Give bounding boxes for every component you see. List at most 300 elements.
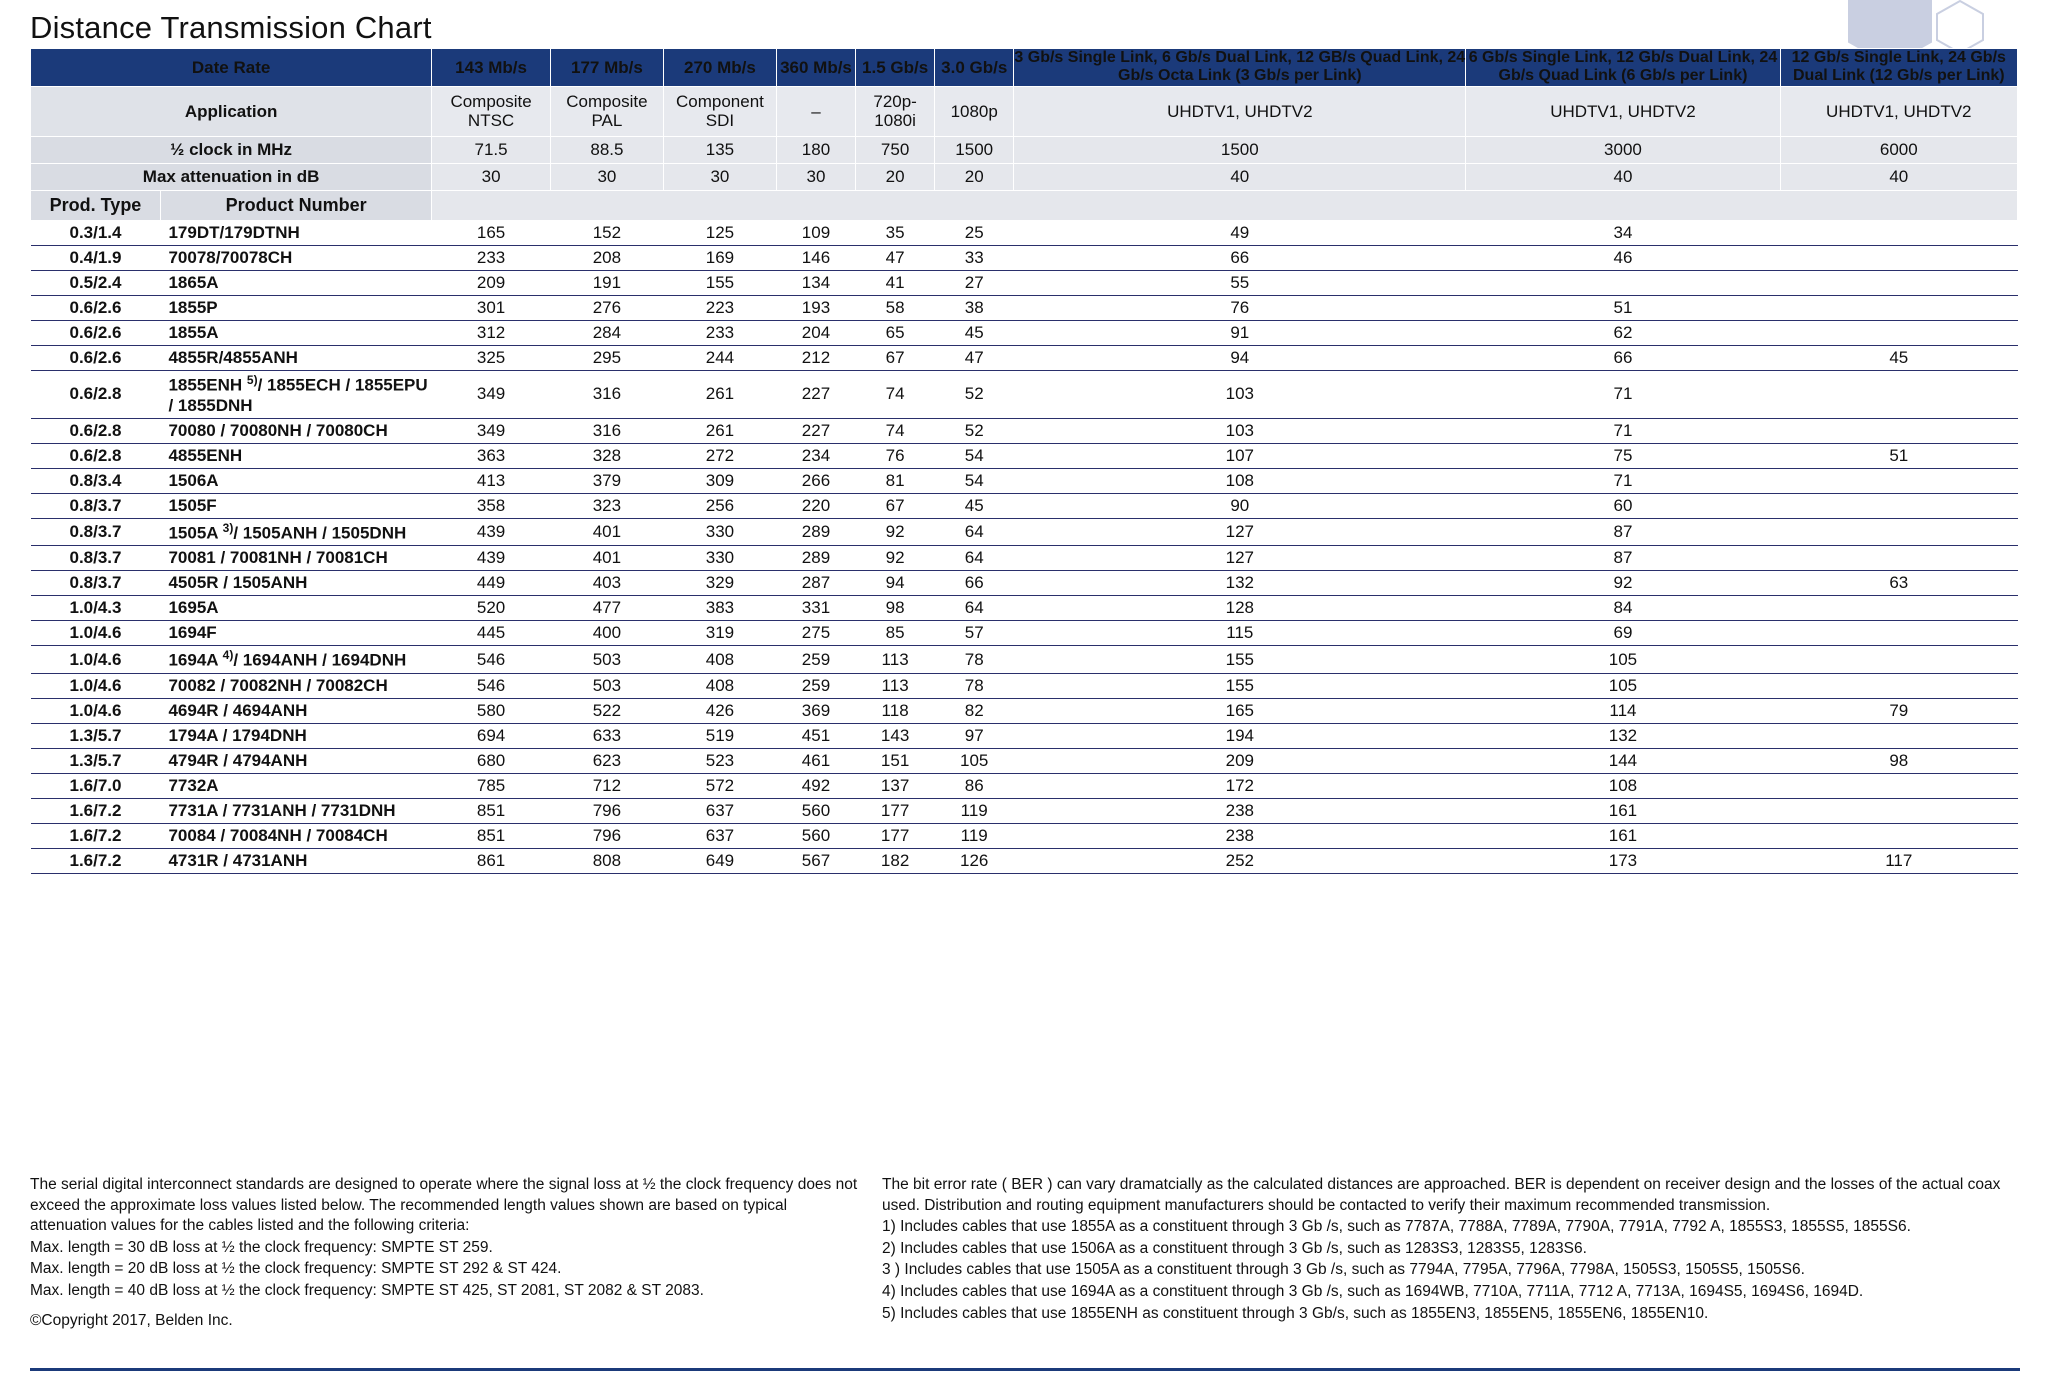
distance-cell — [1780, 798, 2017, 823]
distance-cell: 796 — [550, 798, 663, 823]
table-row — [31, 571, 2018, 596]
max-attenuation-label: Max attenuation in dB — [31, 163, 432, 190]
distance-cell — [1780, 596, 2017, 621]
application-177: Composite PAL — [550, 86, 663, 136]
product-number-label: Product Number — [160, 190, 431, 220]
distance-cell: 92 — [856, 546, 935, 571]
product-number-cell: 7732A — [160, 773, 431, 798]
distance-cell: 35 — [856, 220, 935, 245]
distance-cell: 363 — [432, 443, 551, 468]
table-row — [31, 270, 2018, 295]
distance-cell: 403 — [550, 571, 663, 596]
half-clock-1p5: 750 — [856, 136, 935, 163]
distance-cell: 369 — [776, 698, 855, 723]
prod-type-cell: 1.3/5.7 — [31, 748, 161, 773]
header-row-application — [31, 86, 2018, 136]
distance-cell: 408 — [663, 673, 776, 698]
max-atten-3gbs: 40 — [1014, 163, 1466, 190]
distance-cell: 796 — [550, 823, 663, 848]
distance-cell — [1780, 493, 2017, 518]
distance-cell: 637 — [663, 798, 776, 823]
table-row — [31, 220, 2018, 245]
half-clock-label: ½ clock in MHz — [31, 136, 432, 163]
table-row — [31, 370, 2018, 418]
distance-cell: 105 — [1466, 673, 1780, 698]
footnotes — [30, 1175, 2020, 1332]
distance-cell: 328 — [550, 443, 663, 468]
distance-cell — [1780, 823, 2017, 848]
distance-cell: 74 — [856, 370, 935, 418]
product-number-cell: 1505F — [160, 493, 431, 518]
distance-cell: 259 — [776, 673, 855, 698]
distance-cell: 209 — [1014, 748, 1466, 773]
prod-type-cell: 0.4/1.9 — [31, 245, 161, 270]
distance-cell: 91 — [1014, 320, 1466, 345]
header-col-270: 270 Mb/s — [663, 49, 776, 87]
max-atten-143: 30 — [432, 163, 551, 190]
table-row — [31, 748, 2018, 773]
distance-cell: 84 — [1466, 596, 1780, 621]
distance-cell: 117 — [1780, 848, 2017, 873]
distance-cell: 78 — [935, 673, 1014, 698]
table-body — [31, 220, 2018, 873]
distance-cell: 137 — [856, 773, 935, 798]
distance-cell: 65 — [856, 320, 935, 345]
distance-cell: 519 — [663, 723, 776, 748]
distance-cell — [1780, 723, 2017, 748]
half-clock-3p0: 1500 — [935, 136, 1014, 163]
product-number-cell: 7731A / 7731ANH / 7731DNH — [160, 798, 431, 823]
distance-cell: 25 — [935, 220, 1014, 245]
distance-cell — [1780, 673, 2017, 698]
table-row — [31, 443, 2018, 468]
distance-cell: 152 — [550, 220, 663, 245]
header-application-label: Application — [31, 86, 432, 136]
product-number-cell: 1855A — [160, 320, 431, 345]
distance-cell: 69 — [1466, 621, 1780, 646]
distance-cell: 71 — [1466, 370, 1780, 418]
distance-cell: 74 — [856, 418, 935, 443]
distance-cell: 114 — [1466, 698, 1780, 723]
distance-cell: 272 — [663, 443, 776, 468]
footnote-2: 2) Includes cables that use 1506A as a constituent through 3 Gb /s, such as 1283S3, 1283S5, 1283S6. — [882, 1239, 1587, 1257]
max-atten-1p5: 20 — [856, 163, 935, 190]
table-row — [31, 493, 2018, 518]
distance-cell: 118 — [856, 698, 935, 723]
distance-cell: 62 — [1466, 320, 1780, 345]
table-row — [31, 518, 2018, 546]
distance-cell: 522 — [550, 698, 663, 723]
distance-cell: 98 — [856, 596, 935, 621]
table-row — [31, 546, 2018, 571]
distance-cell — [1780, 418, 2017, 443]
distance-cell: 78 — [935, 646, 1014, 674]
table-header — [31, 49, 2018, 221]
distance-cell — [1780, 468, 2017, 493]
application-3gbs: UHDTV1, UHDTV2 — [1014, 86, 1466, 136]
hexagon-decoration-outline — [1936, 0, 1984, 54]
distance-cell: 408 — [663, 646, 776, 674]
distance-cell: 60 — [1466, 493, 1780, 518]
distance-cell: 125 — [663, 220, 776, 245]
product-number-cell: 70078/70078CH — [160, 245, 431, 270]
distance-cell: 233 — [663, 320, 776, 345]
prod-type-cell: 1.0/4.3 — [31, 596, 161, 621]
footnotes-left — [30, 1175, 860, 1332]
distance-cell: 861 — [432, 848, 551, 873]
prod-type-cell: 0.8/3.4 — [31, 468, 161, 493]
product-number-cell: 1694F — [160, 621, 431, 646]
footnote-30db: Max. length = 30 dB loss at ½ the clock frequency: SMPTE ST 259. — [30, 1238, 493, 1256]
distance-cell: 401 — [550, 546, 663, 571]
product-number-cell: 70084 / 70084NH / 70084CH — [160, 823, 431, 848]
distance-cell: 143 — [856, 723, 935, 748]
distance-cell: 208 — [550, 245, 663, 270]
distance-cell: 127 — [1014, 546, 1466, 571]
distance-cell: 358 — [432, 493, 551, 518]
distance-cell — [1780, 320, 2017, 345]
distance-cell: 107 — [1014, 443, 1466, 468]
distance-cell — [1780, 245, 2017, 270]
distance-cell: 54 — [935, 468, 1014, 493]
application-360: – — [776, 86, 855, 136]
distance-cell: 55 — [1014, 270, 1466, 295]
header-col-360: 360 Mb/s — [776, 49, 855, 87]
distance-cell — [1780, 646, 2017, 674]
max-atten-3p0: 20 — [935, 163, 1014, 190]
distance-cell — [1780, 370, 2017, 418]
distance-cell: 126 — [935, 848, 1014, 873]
distance-cell: 58 — [856, 295, 935, 320]
prod-type-cell: 0.3/1.4 — [31, 220, 161, 245]
product-number-cell: 1865A — [160, 270, 431, 295]
header-col-12gbs-group: 12 Gb/s Single Link, 24 Gb/s Dual Link (12 Gb/s per Link) — [1780, 49, 2017, 87]
distance-cell: 105 — [1466, 646, 1780, 674]
distance-cell: 275 — [776, 621, 855, 646]
half-clock-3gbs: 1500 — [1014, 136, 1466, 163]
distance-cell: 177 — [856, 823, 935, 848]
distance-cell: 87 — [1466, 546, 1780, 571]
distance-cell: 546 — [432, 673, 551, 698]
distance-cell: 161 — [1466, 798, 1780, 823]
distance-cell: 261 — [663, 418, 776, 443]
product-number-cell: 70081 / 70081NH / 70081CH — [160, 546, 431, 571]
prod-type-cell: 1.0/4.6 — [31, 621, 161, 646]
header-row-data-rate — [31, 49, 2018, 87]
prod-type-cell: 0.6/2.6 — [31, 295, 161, 320]
distance-cell: 52 — [935, 418, 1014, 443]
distance-cell: 461 — [776, 748, 855, 773]
table-row — [31, 798, 2018, 823]
distance-cell: 560 — [776, 823, 855, 848]
distance-cell: 261 — [663, 370, 776, 418]
distance-cell: 234 — [776, 443, 855, 468]
header-row-product — [31, 190, 2018, 220]
distance-cell: 503 — [550, 646, 663, 674]
max-atten-270: 30 — [663, 163, 776, 190]
application-6gbs: UHDTV1, UHDTV2 — [1466, 86, 1780, 136]
distance-cell: 173 — [1466, 848, 1780, 873]
distance-cell: 276 — [550, 295, 663, 320]
distance-cell: 233 — [432, 245, 551, 270]
distance-cell: 330 — [663, 546, 776, 571]
distance-cell: 451 — [776, 723, 855, 748]
distance-cell: 127 — [1014, 518, 1466, 546]
distance-cell: 76 — [1014, 295, 1466, 320]
table-row — [31, 773, 2018, 798]
distance-cell: 47 — [935, 345, 1014, 370]
distance-cell: 66 — [935, 571, 1014, 596]
product-number-cell: 4855ENH — [160, 443, 431, 468]
distance-cell: 295 — [550, 345, 663, 370]
distance-cell: 383 — [663, 596, 776, 621]
prod-type-cell: 0.6/2.6 — [31, 320, 161, 345]
distance-cell: 349 — [432, 370, 551, 418]
distance-cell: 87 — [1466, 518, 1780, 546]
product-number-cell: 4694R / 4694ANH — [160, 698, 431, 723]
distance-cell: 325 — [432, 345, 551, 370]
distance-cell: 637 — [663, 823, 776, 848]
prod-type-cell: 1.3/5.7 — [31, 723, 161, 748]
header-date-rate: Date Rate — [31, 49, 432, 87]
distance-cell: 193 — [776, 295, 855, 320]
distance-cell: 426 — [663, 698, 776, 723]
application-12gbs: UHDTV1, UHDTV2 — [1780, 86, 2017, 136]
distance-cell: 97 — [935, 723, 1014, 748]
distance-cell: 34 — [1466, 220, 1780, 245]
max-atten-177: 30 — [550, 163, 663, 190]
max-atten-12gbs: 40 — [1780, 163, 2017, 190]
distance-cell: 57 — [935, 621, 1014, 646]
distance-cell: 503 — [550, 673, 663, 698]
distance-cell: 165 — [432, 220, 551, 245]
distance-cell: 108 — [1466, 773, 1780, 798]
footnote-1: 1) Includes cables that use 1855A as a constituent through 3 Gb /s, such as 7787A, 7788A, 7789A, 7790A, 7791A, 7792 A, 1855S3, 1855S5, 1855S6. — [882, 1218, 1911, 1236]
distance-cell: 75 — [1466, 443, 1780, 468]
distance-cell: 169 — [663, 245, 776, 270]
distance-cell: 256 — [663, 493, 776, 518]
distance-cell: 105 — [935, 748, 1014, 773]
prod-type-cell: 0.8/3.7 — [31, 518, 161, 546]
distance-cell: 580 — [432, 698, 551, 723]
distance-cell: 46 — [1466, 245, 1780, 270]
header-col-3gbs-group: 3 Gb/s Single Link, 6 Gb/s Dual Link, 12 GB/s Quad Link, 24 Gb/s Octa Link (3 Gb/s per Link) — [1014, 49, 1466, 85]
distance-cell: 851 — [432, 823, 551, 848]
prod-type-cell: 1.6/7.2 — [31, 823, 161, 848]
table-row — [31, 596, 2018, 621]
prod-type-cell: 0.5/2.4 — [31, 270, 161, 295]
distance-cell: 165 — [1014, 698, 1466, 723]
distance-cell: 94 — [856, 571, 935, 596]
distance-cell: 113 — [856, 646, 935, 674]
distance-cell: 51 — [1466, 295, 1780, 320]
table-row — [31, 823, 2018, 848]
prod-type-cell: 0.6/2.8 — [31, 443, 161, 468]
product-number-cell: 1505A $^{3)}$/ 1505ANH / 1505DNH — [160, 518, 431, 546]
distance-cell — [1780, 518, 2017, 546]
distance-cell: 785 — [432, 773, 551, 798]
distance-cell: 132 — [1014, 571, 1466, 596]
table-row — [31, 646, 2018, 674]
table-row — [31, 621, 2018, 646]
distance-cell: 289 — [776, 518, 855, 546]
distance-cell: 289 — [776, 546, 855, 571]
distance-cell: 287 — [776, 571, 855, 596]
footnote-20db: Max. length = 20 dB loss at ½ the clock frequency: SMPTE ST 292 & ST 424. — [30, 1260, 562, 1278]
distance-cell — [1466, 270, 1780, 295]
distance-cell: 86 — [935, 773, 1014, 798]
distance-cell: 439 — [432, 518, 551, 546]
half-clock-270: 135 — [663, 136, 776, 163]
product-number-cell: 70082 / 70082NH / 70082CH — [160, 673, 431, 698]
distance-cell: 64 — [935, 518, 1014, 546]
bottom-rule — [30, 1368, 2020, 1371]
distance-cell: 252 — [1014, 848, 1466, 873]
distance-cell: 85 — [856, 621, 935, 646]
application-3p0: 1080p — [935, 86, 1014, 136]
distance-cell: 301 — [432, 295, 551, 320]
distance-cell: 66 — [1466, 345, 1780, 370]
distance-cell: 379 — [550, 468, 663, 493]
distance-cell — [1780, 295, 2017, 320]
product-number-cell: 1694A $^{4)}$/ 1694ANH / 1694DNH — [160, 646, 431, 674]
distance-cell: 212 — [776, 345, 855, 370]
header-col-177: 177 Mb/s — [550, 49, 663, 87]
distance-cell: 115 — [1014, 621, 1466, 646]
table-row — [31, 320, 2018, 345]
prod-type-label: Prod. Type — [31, 190, 161, 220]
distance-cell: 134 — [776, 270, 855, 295]
distance-cell: 161 — [1466, 823, 1780, 848]
distance-cell: 47 — [856, 245, 935, 270]
distance-cell: 227 — [776, 370, 855, 418]
distance-cell: 155 — [1014, 673, 1466, 698]
distance-cell: 41 — [856, 270, 935, 295]
distance-cell: 323 — [550, 493, 663, 518]
distance-cell: 79 — [1780, 698, 2017, 723]
distance-cell: 103 — [1014, 370, 1466, 418]
product-number-cell: 1695A — [160, 596, 431, 621]
distance-cell: 449 — [432, 571, 551, 596]
page-title: Distance Transmission Chart — [30, 10, 432, 45]
prod-type-cell: 0.6/2.8 — [31, 370, 161, 418]
distance-cell: 90 — [1014, 493, 1466, 518]
distance-cell: 81 — [856, 468, 935, 493]
prod-type-cell: 1.0/4.6 — [31, 646, 161, 674]
distance-cell — [1780, 546, 2017, 571]
product-number-cell: 70080 / 70080NH / 70080CH — [160, 418, 431, 443]
distance-cell: 109 — [776, 220, 855, 245]
distance-cell: 52 — [935, 370, 1014, 418]
prod-type-cell: 0.8/3.7 — [31, 571, 161, 596]
distance-cell: 445 — [432, 621, 551, 646]
distance-cell: 64 — [935, 596, 1014, 621]
prod-type-cell: 1.0/4.6 — [31, 673, 161, 698]
transmission-table — [30, 48, 2018, 874]
footnote-intro: The serial digital interconnect standards are designed to operate where the signal loss at ½ the clock frequency does not exceed the approximate loss values listed below. The recommended length values shown are based on typical attenuation values for the cables listed and the following criteria: — [30, 1176, 858, 1235]
distance-cell: 227 — [776, 418, 855, 443]
table-row — [31, 673, 2018, 698]
distance-cell: 312 — [432, 320, 551, 345]
half-clock-6gbs: 3000 — [1466, 136, 1780, 163]
distance-cell: 128 — [1014, 596, 1466, 621]
table-row — [31, 848, 2018, 873]
product-number-cell: 1506A — [160, 468, 431, 493]
distance-cell: 45 — [935, 320, 1014, 345]
application-143: Composite NTSC — [432, 86, 551, 136]
distance-cell: 132 — [1466, 723, 1780, 748]
distance-cell: 560 — [776, 798, 855, 823]
prod-type-cell: 1.6/7.2 — [31, 798, 161, 823]
product-number-cell: 4855R/4855ANH — [160, 345, 431, 370]
distance-cell: 649 — [663, 848, 776, 873]
distance-cell: 63 — [1780, 571, 2017, 596]
distance-cell: 523 — [663, 748, 776, 773]
distance-cell: 38 — [935, 295, 1014, 320]
distance-cell: 633 — [550, 723, 663, 748]
table-row — [31, 295, 2018, 320]
distance-cell: 477 — [550, 596, 663, 621]
footnote-ber: The bit error rate ( BER ) can vary dramatcially as the calculated distances are approached. BER is dependent on receiver design and the losses of the actual coax used. Distribution and routing equipment manufacturers should be contacted to verify their maximum recommended transmission. — [882, 1176, 2001, 1214]
distance-cell: 712 — [550, 773, 663, 798]
distance-cell: 309 — [663, 468, 776, 493]
distance-cell: 182 — [856, 848, 935, 873]
table-row — [31, 723, 2018, 748]
distance-cell: 94 — [1014, 345, 1466, 370]
distance-cell — [1780, 621, 2017, 646]
distance-cell: 71 — [1466, 468, 1780, 493]
distance-cell: 284 — [550, 320, 663, 345]
distance-cell: 33 — [935, 245, 1014, 270]
distance-cell: 266 — [776, 468, 855, 493]
distance-cell: 680 — [432, 748, 551, 773]
distance-cell: 349 — [432, 418, 551, 443]
product-header-filler — [432, 190, 2018, 220]
distance-cell: 400 — [550, 621, 663, 646]
product-number-cell: 4731R / 4731ANH — [160, 848, 431, 873]
distance-cell: 319 — [663, 621, 776, 646]
table-row — [31, 468, 2018, 493]
table-row — [31, 345, 2018, 370]
distance-cell: 71 — [1466, 418, 1780, 443]
prod-type-cell: 0.8/3.7 — [31, 546, 161, 571]
distance-cell: 851 — [432, 798, 551, 823]
max-atten-360: 30 — [776, 163, 855, 190]
distance-cell: 177 — [856, 798, 935, 823]
distance-cell: 103 — [1014, 418, 1466, 443]
distance-cell: 45 — [935, 493, 1014, 518]
table-row — [31, 245, 2018, 270]
distance-cell: 119 — [935, 823, 1014, 848]
distance-cell: 209 — [432, 270, 551, 295]
application-1p5: 720p-1080i — [856, 86, 935, 136]
distance-cell: 316 — [550, 418, 663, 443]
product-number-cell: 1794A / 1794DNH — [160, 723, 431, 748]
distance-cell: 82 — [935, 698, 1014, 723]
distance-cell: 204 — [776, 320, 855, 345]
product-number-cell: 4794R / 4794ANH — [160, 748, 431, 773]
distance-cell: 119 — [935, 798, 1014, 823]
distance-cell — [1780, 773, 2017, 798]
prod-type-cell: 0.8/3.7 — [31, 493, 161, 518]
distance-cell: 172 — [1014, 773, 1466, 798]
distance-cell: 76 — [856, 443, 935, 468]
product-number-cell: 4505R / 1505ANH — [160, 571, 431, 596]
half-clock-12gbs: 6000 — [1780, 136, 2017, 163]
distance-cell: 155 — [1014, 646, 1466, 674]
application-270: Component SDI — [663, 86, 776, 136]
distance-cell — [1780, 220, 2017, 245]
